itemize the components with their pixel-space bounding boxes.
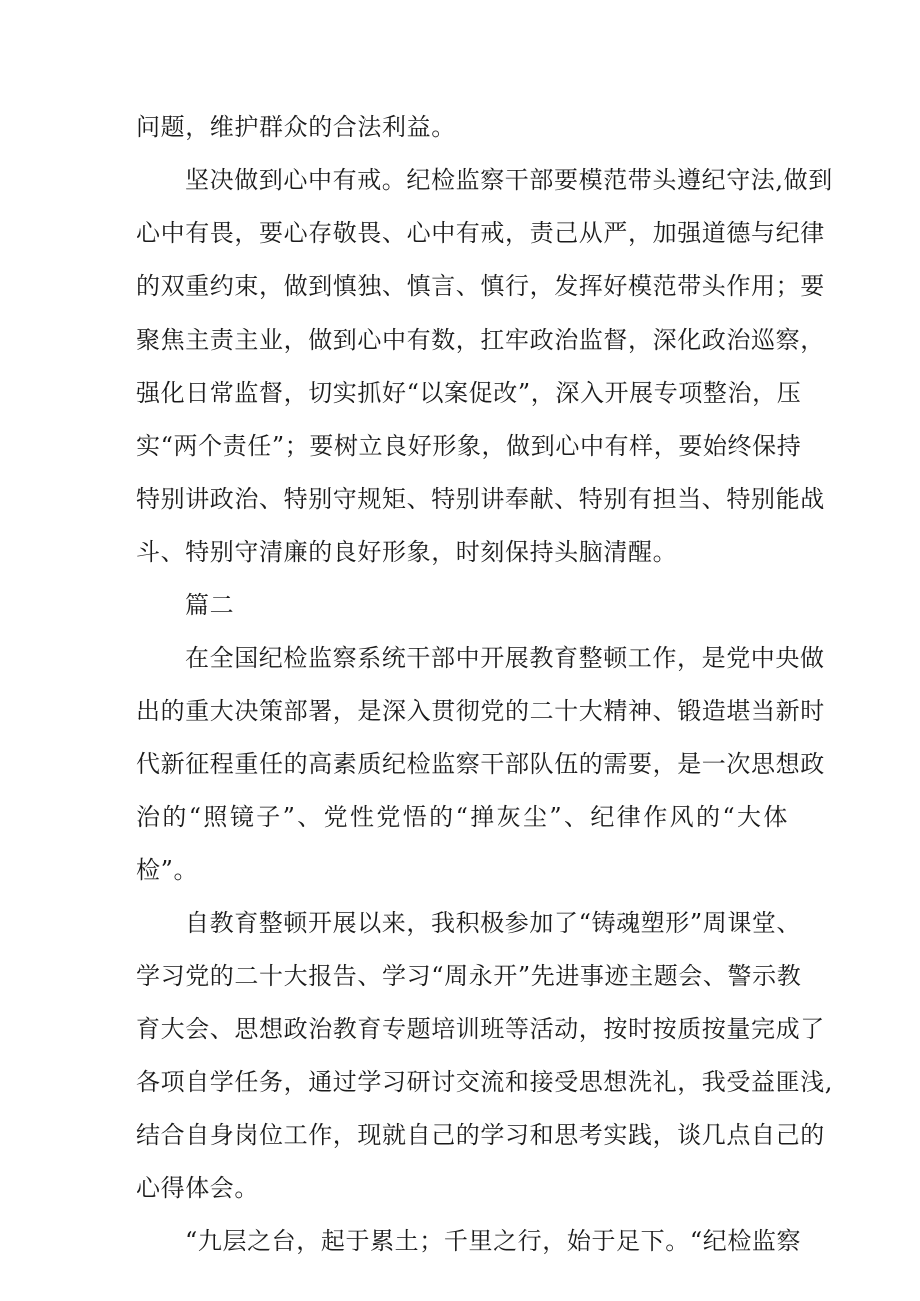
text-line: 代新征程重任的高素质纪检监察干部队伍的需要，是一次思想政 xyxy=(136,750,825,778)
text-line: 问题，维护群众的合法利益。 xyxy=(136,113,456,141)
section-heading: 篇二 xyxy=(185,591,235,619)
text-line: 学习党的二十大报告、学习“周永开”先进事迹主题会、警示教 xyxy=(136,962,802,990)
text-line: 聚焦主责主业，做到心中有数，扛牢政治监督，深化政治巡察， xyxy=(136,326,825,354)
text-line: 强化日常监督，切实抓好“以案促改”，深入开展专项整治，压 xyxy=(136,379,802,407)
text-line: 的双重约束，做到慎独、慎言、慎行，发挥好模范带头作用；要 xyxy=(136,272,825,300)
text-line: 结合自身岗位工作，现就自己的学习和思考实践，谈几点自己的 xyxy=(136,1121,825,1149)
text-line: 各项自学任务，通过学习研讨交流和接受思想洗礼，我受益匪浅, xyxy=(136,1068,834,1096)
text-line: 在全国纪检监察系统干部中开展教育整顿工作，是党中央做 xyxy=(185,644,825,672)
text-line: 心得体会。 xyxy=(136,1174,259,1202)
text-line: “九层之台，起于累土；千里之行，始于足下。“纪检监察 xyxy=(185,1227,802,1255)
text-line: 坚决做到心中有戒。纪检监察干部要模范带头遵纪守法,做到 xyxy=(185,166,833,194)
text-line: 检”。 xyxy=(136,856,199,884)
text-line: 自教育整顿开展以来，我积极参加了“铸魂塑形”周课堂、 xyxy=(185,909,802,937)
text-line: 治的“照镜子”、党性党悟的“掸灰尘”、纪律作风的“大体 xyxy=(136,803,788,831)
text-line: 育大会、思想政治教育专题培训班等活动，按时按质按量完成了 xyxy=(136,1015,825,1043)
text-line: 实“两个责任”；要树立良好形象，做到心中有样，要始终保持 xyxy=(136,432,802,460)
text-line: 出的重大决策部署，是深入贯彻党的二十大精神、锻造堪当新时 xyxy=(136,697,825,725)
text-line: 特别讲政治、特别守规矩、特别讲奉献、特别有担当、特别能战 xyxy=(136,485,825,513)
text-line: 心中有畏，要心存敬畏、心中有戒，责己从严，加强道德与纪律 xyxy=(136,219,825,247)
text-line: 斗、特别守清廉的良好形象，时刻保持头脑清醒。 xyxy=(136,538,678,566)
